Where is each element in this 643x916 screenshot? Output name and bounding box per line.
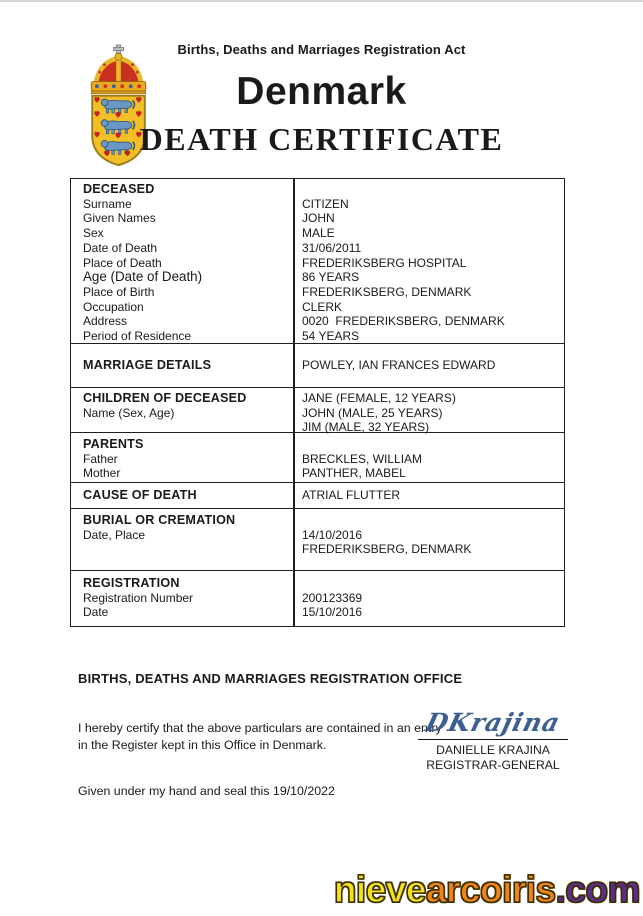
field-value: 200123369 xyxy=(302,590,363,605)
table-row xyxy=(71,406,564,421)
certificate-table xyxy=(70,178,565,627)
table-row xyxy=(71,256,564,271)
field-value: MALE xyxy=(302,226,335,241)
field-value: JOHN xyxy=(302,211,335,226)
field-label: Registration Number xyxy=(83,590,194,605)
field-value: 15/10/2016 xyxy=(302,605,363,620)
table-row xyxy=(71,528,564,543)
table-row xyxy=(71,182,564,197)
field-value xyxy=(293,437,564,452)
registration-office-title: BIRTHS, DEATHS AND MARRIAGES REGISTRATION OFFICE xyxy=(78,671,463,686)
field-value xyxy=(293,576,564,591)
field-value: FREDERIKSBERG, DENMARK xyxy=(302,284,472,299)
field-value: PANTHER, MABEL xyxy=(302,466,406,481)
watermark-segment: .com xyxy=(555,869,640,910)
field-label: Place of Birth xyxy=(83,284,155,299)
field-value: JANE (FEMALE, 12 YEARS) xyxy=(302,391,456,405)
field-value: 54 YEARS xyxy=(302,329,360,344)
section-header: CHILDREN OF DECEASED xyxy=(83,391,247,405)
field-value xyxy=(293,513,564,528)
signatory-title: REGISTRAR-GENERAL xyxy=(426,758,560,772)
field-label: Age (Date of Death) xyxy=(83,269,203,285)
document-title: DEATH CERTIFICATE xyxy=(139,121,504,157)
watermark-nievearcoiris xyxy=(334,869,640,911)
table-row xyxy=(71,391,564,406)
certification-statement xyxy=(78,720,442,753)
field-value: 14/10/2016 xyxy=(302,527,363,542)
table-row xyxy=(71,300,564,315)
field-label: Mother xyxy=(83,466,121,481)
field-label: Given Names xyxy=(83,211,156,226)
table-row xyxy=(71,452,564,467)
section-header: PARENTS xyxy=(83,437,144,451)
watermark-segment: arcoiris xyxy=(425,869,556,910)
field-value: CLERK xyxy=(302,299,343,314)
table-row xyxy=(71,211,564,226)
field-value: 86 YEARS xyxy=(302,270,360,285)
table-row xyxy=(71,591,564,606)
registrar-signature: DKrajina xyxy=(422,708,564,737)
field-label: Date of Death xyxy=(83,240,158,255)
field-label: Name (Sex, Age) xyxy=(83,405,175,420)
section-cause xyxy=(71,482,564,508)
field-label: Date xyxy=(83,605,109,620)
table-row xyxy=(71,270,564,285)
field-label: Occupation xyxy=(83,299,144,314)
table-row xyxy=(71,437,564,452)
field-value: 31/06/2011 xyxy=(302,240,362,255)
section-deceased xyxy=(71,179,564,343)
field-label: Father xyxy=(83,451,118,466)
field-value: POWLEY, IAN FRANCES EDWARD xyxy=(302,358,496,373)
field-value: ATRIAL FLUTTER xyxy=(302,488,401,503)
section-children xyxy=(71,387,564,435)
table-row xyxy=(71,329,564,344)
field-label: Sex xyxy=(83,226,104,241)
given-under-hand-text: Given under my hand and seal this 19/10/2022 xyxy=(78,784,335,798)
field-label xyxy=(71,542,293,557)
page-top-edge xyxy=(0,0,643,2)
field-value: FREDERIKSBERG, DENMARK xyxy=(302,542,472,557)
section-header: BURIAL OR CREMATION xyxy=(83,513,236,527)
section-header: REGISTRATION xyxy=(83,576,180,590)
country-title: Denmark xyxy=(236,70,407,113)
field-value: JIM (MALE, 32 YEARS) xyxy=(302,420,430,435)
table-row xyxy=(71,488,564,503)
section-header: MARRIAGE DETAILS xyxy=(83,358,212,373)
section-parents xyxy=(71,432,564,482)
field-value: JOHN (MALE, 25 YEARS) xyxy=(302,405,443,420)
field-label: Period of Residence xyxy=(83,329,192,344)
watermark-segment: nieve xyxy=(333,869,426,910)
table-row xyxy=(71,513,564,528)
table-row xyxy=(71,466,564,481)
table-row xyxy=(71,314,564,329)
certification-line-2: in the Register kept in this Office in Denmark. xyxy=(78,737,327,752)
signature-line xyxy=(418,739,568,740)
table-row xyxy=(71,197,564,212)
section-header: CAUSE OF DEATH xyxy=(83,488,197,503)
section-burial xyxy=(71,508,564,570)
field-value: CITIZEN xyxy=(302,196,349,211)
certificate-header xyxy=(0,42,643,158)
table-row xyxy=(71,358,564,373)
section-header: DECEASED xyxy=(83,182,155,196)
field-label: Address xyxy=(83,314,128,329)
field-value xyxy=(293,182,564,197)
table-row xyxy=(71,226,564,241)
table-row xyxy=(71,241,564,256)
field-label: Surname xyxy=(83,196,132,211)
field-value: BRECKLES, WILLIAM xyxy=(302,451,423,466)
section-registration xyxy=(71,570,564,626)
field-value: FREDERIKSBERG HOSPITAL xyxy=(302,255,467,270)
certification-line-1: I hereby certify that the above particulars are contained in an entry xyxy=(78,721,442,735)
field-label: Date, Place xyxy=(83,527,146,542)
signature-block xyxy=(418,708,568,773)
table-row xyxy=(71,285,564,300)
act-title: Births, Deaths and Marriages Registration Act xyxy=(177,42,466,57)
signatory-name: DANIELLE KRAJINA xyxy=(436,743,550,757)
table-row xyxy=(71,605,564,620)
field-label: Place of Death xyxy=(83,255,162,270)
table-row xyxy=(71,576,564,591)
field-value: 0020 FREDERIKSBERG, DENMARK xyxy=(302,314,505,329)
table-row xyxy=(71,542,564,557)
section-marriage xyxy=(71,343,564,387)
